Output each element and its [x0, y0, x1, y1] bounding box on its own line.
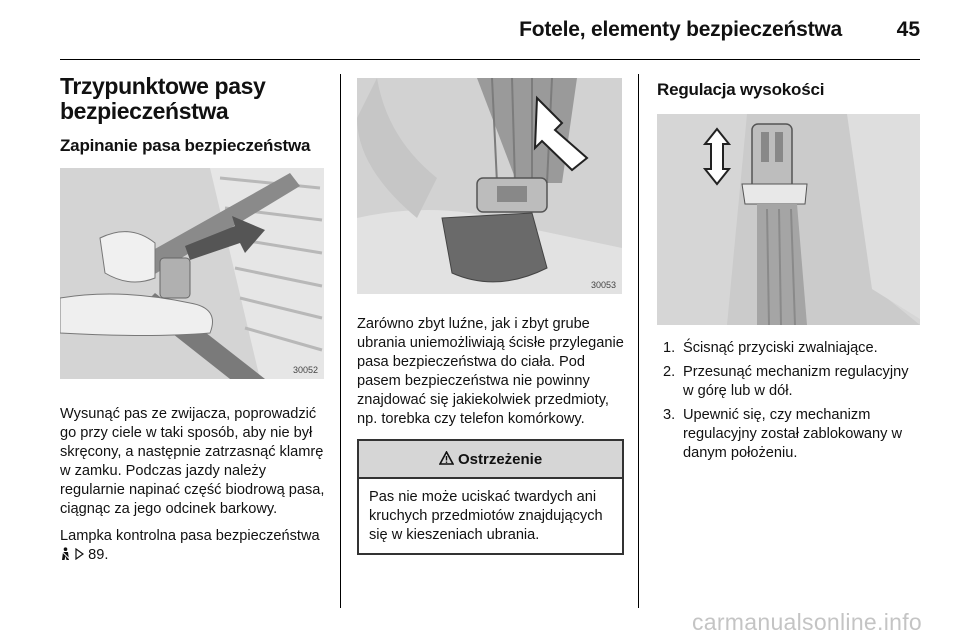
list-item [657, 363, 922, 401]
page-number: 45 [896, 18, 920, 41]
figure-height-adjuster [657, 114, 920, 325]
figure-buckle-fastening [60, 168, 324, 379]
section-title: Trzypunktowe pasy bezpieczeństwa [60, 73, 266, 124]
figure-number: 30053 [590, 280, 616, 290]
warning-title: Ostrzeżenie [457, 451, 543, 468]
list-item [657, 339, 922, 358]
belt-buckle-illustration [357, 78, 622, 294]
running-header-title: Fotele, elementy bezpieczeństwa [519, 18, 842, 41]
column-divider-right [638, 74, 639, 608]
column-middle [357, 74, 624, 555]
column-left [60, 74, 326, 565]
list-item [657, 406, 922, 463]
body-paragraph: Zarówno zbyt luźne, jak i zbyt grube ubrania uniemożliwiają ścisłe przyleganie pasa bezpieczeństwa do ciała. Pod pasem bezpieczeństwa nie powinny znajdować się jakiekolwiek przedmioty, np. torebka czy telefon komórkowy. [357, 316, 624, 427]
warning-header [359, 441, 622, 479]
warning-body [359, 479, 622, 553]
body-paragraph-reference [60, 527, 326, 565]
subsection-title: Zapinanie pasa bezpieczeństwa [60, 136, 311, 155]
figure-belt-buckle [357, 78, 622, 294]
body-paragraph: Wysunąć pas ze zwijacza, poprowadzić go przy ciele w taki sposób, aby nie był skręcony, a następnie zatrzasnąć klamrę w zamku. Podczas jazdy należy regularnie napinać część biodrową pasa, ciągnąc za jego odcinek barkowy. [60, 406, 325, 517]
warning-box [357, 439, 624, 555]
page-reference-icon [75, 547, 88, 563]
header-divider [60, 59, 920, 60]
reference-text: Lampka kontrolna pasa bezpieczeństwa [60, 528, 320, 544]
height-adjuster-illustration [657, 114, 920, 325]
subsection-title: Regulacja wysokości [657, 80, 825, 99]
page-reference[interactable]: 89. [88, 547, 109, 563]
step-number: 1. [663, 340, 676, 356]
step-text: Upewnić się, czy mechanizm regulacyjny został zablokowany w danym położeniu. [683, 407, 903, 461]
step-text: Ścisnąć przyciski zwalniające. [683, 340, 878, 356]
seatbelt-reminder-icon [60, 547, 75, 563]
buckle-fastening-illustration [60, 168, 324, 379]
figure-number: 30052 [292, 365, 318, 375]
step-number: 3. [663, 407, 676, 423]
column-divider-left [340, 74, 341, 608]
warning-triangle-icon [439, 451, 458, 468]
step-text: Przesunąć mechanizm regulacyjny w górę lub w dół. [683, 364, 909, 399]
watermark: carmanualsonline.info [691, 609, 922, 635]
column-right [657, 74, 922, 468]
adjustment-steps [657, 339, 922, 463]
step-number: 2. [663, 364, 676, 380]
warning-text: Pas nie może uciskać twardych ani kruchych przedmiotów znajdujących się w kieszeniach ubrania. [369, 489, 603, 543]
